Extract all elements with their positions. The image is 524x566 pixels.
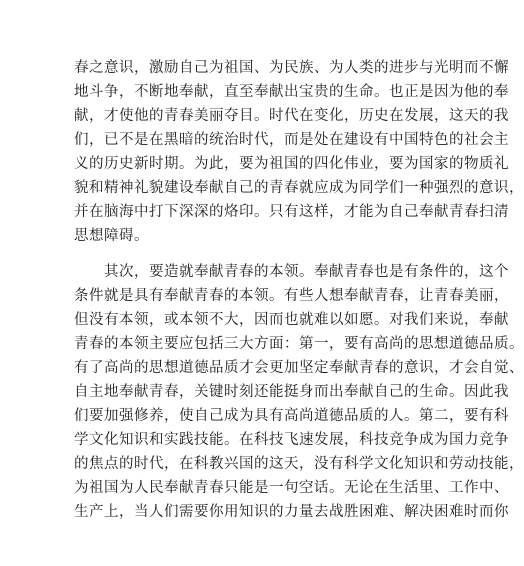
text-line: 貌和精神礼貌建设奉献自己的青春就应成为同学们一种强烈的意识， <box>74 180 524 196</box>
text-line: 思想障碍。 <box>74 228 149 244</box>
text-line: 生产上，当人们需要你用知识的力量去战胜困难、解决困难时而你 <box>74 504 509 520</box>
text-line: 为祖国为人民奉献青春只能是一句空话。无论在生活里、工作中、 <box>74 480 509 496</box>
text-line: 但没有本领，或本领不大，因而也就难以如愿。对我们来说，奉献 <box>74 312 509 328</box>
document-body <box>74 56 524 524</box>
text-line: 有了高尚的思想道德品质才会更加坚定奉献青春的意识，才会自觉、 <box>74 360 524 376</box>
text-line: 青春的本领主要应包括三大方面：第一，要有高尚的思想道德品质。 <box>74 336 524 352</box>
text-line-first: 其次，要造就奉献青春的本领。奉献青春也是有条件的，这个 <box>104 264 509 280</box>
paragraph-gap <box>74 248 434 260</box>
text-line: 条件就是具有奉献青春的本领。有些人想奉献青春，让青春美丽， <box>74 288 509 304</box>
text-line: 春之意识，激励自己为祖国、为民族、为人类的进步与光明而不懈 <box>74 60 509 76</box>
paragraph-1 <box>74 56 524 248</box>
text-line: 学文化知识和实践技能。在科技飞速发展，科技竞争成为国力竞争 <box>74 432 509 448</box>
text-line: 的焦点的时代，在科教兴国的这天，没有科学文化知识和劳动技能， <box>74 456 524 472</box>
paragraph-2 <box>74 260 524 524</box>
text-line: 们，已不是在黑暗的统治时代，而是处在建设有中国特色的社会主 <box>74 132 509 148</box>
text-line: 献，才使他的青春美丽夺目。时代在变化，历史在发展，这天的我 <box>74 108 509 124</box>
text-line: 并在脑海中打下深深的烙印。只有这样，才能为自己奉献青春扫清 <box>74 204 509 220</box>
text-line: 自主地奉献青春，关键时刻还能挺身而出奉献自己的生命。因此我 <box>74 384 509 400</box>
text-line: 义的历史新时期。为此，要为祖国的四化伟业，要为国家的物质礼 <box>74 156 509 172</box>
text-line: 地斗争，不断地奉献，直至奉献出宝贵的生命。也正是因为他的奉 <box>74 84 509 100</box>
text-line: 们要加强修养，使自己成为具有高尚道德品质的人。第二，要有科 <box>74 408 509 424</box>
